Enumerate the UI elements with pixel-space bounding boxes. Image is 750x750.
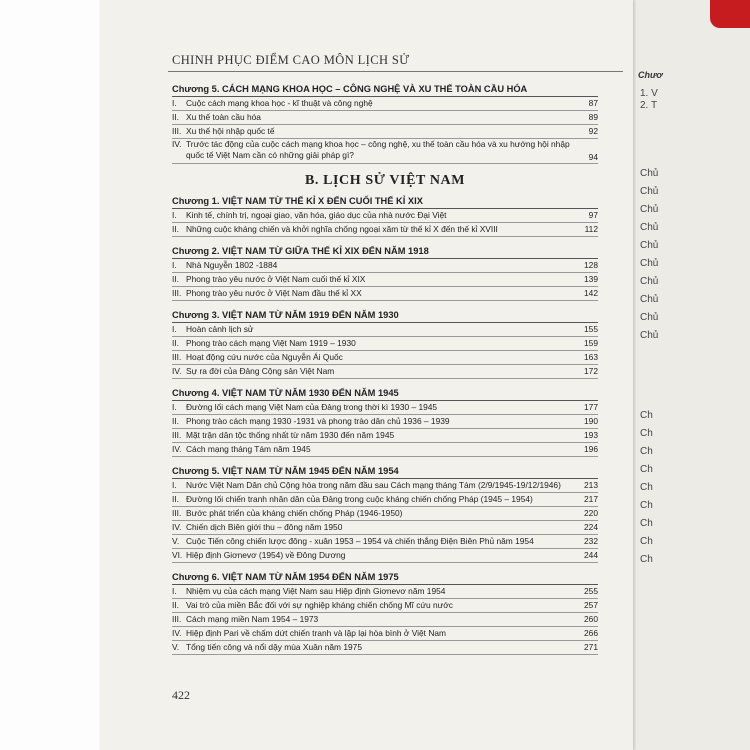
entry-title: Phong trào yêu nước ở Việt Nam đầu thế kỉ XX [186,288,362,298]
entry-title: Xu thế toàn cầu hóa [186,112,261,122]
adjacent-page-line: Chủ [640,276,659,287]
entry-page-number: 163 [584,352,598,362]
adjacent-page [626,0,750,750]
toc-entry [172,125,598,139]
entry-title: Cách mạng tháng Tám năm 1945 [186,444,311,454]
entry-title: Xu thế hội nhập quốc tế [186,126,275,136]
chapter-title: Chương 6. VIỆT NAM TỪ NĂM 1954 ĐẾN NĂM 1975 [172,570,598,585]
table-of-contents [172,82,598,655]
chapter-title: Chương 4. VIỆT NAM TỪ NĂM 1930 ĐẾN NĂM 1945 [172,386,598,401]
entry-number: IV. [172,366,182,376]
adjacent-page-line: Chủ [640,186,659,197]
entry-page-number: 112 [584,224,598,234]
entry-title: Những cuộc kháng chiến và khởi nghĩa chống ngoại xâm từ thế kỉ X đến thế kỉ XVIII [186,224,498,234]
adjacent-page-line: Chủ [640,294,659,305]
entry-title: Tổng tiến công và nổi dậy mùa Xuân năm 1975 [186,642,362,652]
entry-number: I. [172,402,177,412]
entry-title: Đường lối cách mạng Việt Nam của Đảng trong thời kì 1930 – 1945 [186,402,438,412]
toc-entry [172,613,598,627]
chapter-title: Chương 5. CÁCH MẠNG KHOA HỌC – CÔNG NGHỆ VÀ XU THẾ TOÀN CẦU HÓA [172,82,598,97]
entry-number: I. [172,98,177,108]
toc-entry [172,493,598,507]
entry-page-number: 260 [584,614,598,624]
entry-title: Cách mạng miền Nam 1954 – 1973 [186,614,319,624]
entry-page-number: 128 [584,260,598,270]
entry-title: Phong trào cách mạng Việt Nam 1919 – 1930 [186,338,356,348]
entry-page-number: 196 [584,444,598,454]
entry-title: Trước tác động của cuộc cách mạng khoa học – công nghệ, xu thế toàn cầu hóa và xu hướng hội nhập quốc tế Việt Nam cần có những giải pháp gì? [186,139,570,160]
section-title: B. LỊCH SỬ VIỆT NAM [304,173,466,188]
entry-number: III. [172,126,182,136]
toc-entry [172,273,598,287]
toc-entry [172,479,598,493]
toc-entry [172,139,598,164]
chapter-title: Chương 3. VIỆT NAM TỪ NĂM 1919 ĐẾN NĂM 1930 [172,308,598,323]
entry-title: Mặt trận dân tộc thống nhất từ năm 1930 đến năm 1945 [186,430,395,440]
toc-entry [172,507,598,521]
entry-page-number: 220 [584,508,598,518]
entry-number: II. [172,112,179,122]
toc-entry [172,223,598,237]
entry-page-number: 142 [584,288,598,298]
entry-page-number: 92 [588,126,598,136]
adjacent-page-line: 2. T [640,100,658,111]
toc-entry [172,549,598,563]
entry-number: I. [172,586,177,596]
entry-number: III. [172,430,182,440]
entry-title: Cuộc cách mạng khoa học - kĩ thuật và công nghệ [186,98,373,108]
entry-number: III. [172,614,182,624]
chapter-title: Chương 2. VIỆT NAM TỪ GIỮA THẾ KỈ XIX ĐẾN NĂM 1918 [172,244,598,259]
entry-page-number: 177 [584,402,598,412]
adjacent-page-line: Ch [640,536,653,547]
adjacent-page-line: 1. V [640,88,658,99]
chapter-items [172,97,598,164]
entry-number: II. [172,224,179,234]
entry-page-number: 97 [588,210,598,220]
adjacent-page-line: Ch [640,518,653,529]
toc-entry [172,209,598,223]
adjacent-page-line: Ch [640,410,653,421]
entry-number: IV. [172,139,182,149]
entry-title: Đường lối chiến tranh nhân dân của Đảng trong cuộc kháng chiến chống Pháp (1945 – 1954) [186,494,533,504]
adjacent-page-line: Chủ [640,258,659,269]
entry-page-number: 139 [584,274,598,284]
toc-entry [172,599,598,613]
entry-number: IV. [172,444,182,454]
toc-entry [172,351,598,365]
adjacent-page-heading: Chươ [638,70,663,80]
entry-title: Sự ra đời của Đảng Cộng sản Việt Nam [186,366,335,376]
entry-number: II. [172,600,179,610]
toc-entry [172,415,598,429]
entry-page-number: 172 [584,366,598,376]
entry-page-number: 271 [584,642,598,652]
chapter-list [172,194,598,655]
toc-entry [172,337,598,351]
entry-page-number: 232 [584,536,598,546]
toc-entry [172,401,598,415]
entry-page-number: 190 [584,416,598,426]
adjacent-page-line: Chủ [640,222,659,233]
entry-title: Vai trò của miền Bắc đối với sự nghiệp kháng chiến chống Mĩ cứu nước [186,600,453,610]
entry-page-number: 193 [584,430,598,440]
entry-page-number: 89 [588,112,598,122]
entry-number: IV. [172,522,182,532]
adjacent-page-line: Ch [640,464,653,475]
entry-title: Kinh tế, chính trị, ngoại giao, văn hóa, giáo dục của nhà nước Đại Việt [186,210,447,220]
entry-title: Chiến dịch Biên giới thu – đông năm 1950 [186,522,343,532]
adjacent-page-line: Ch [640,482,653,493]
entry-page-number: 217 [584,494,598,504]
entry-number: I. [172,480,177,490]
toc-entry [172,627,598,641]
adjacent-page-line: Ch [640,446,653,457]
adjacent-page-line: Ch [640,554,653,565]
toc-entry [172,521,598,535]
red-corner-mark [710,0,750,28]
entry-title: Hoạt động cứu nước của Nguyễn Ái Quốc [186,352,343,362]
entry-number: II. [172,338,179,348]
toc-entry [172,365,598,379]
chapter-title: Chương 5. VIỆT NAM TỪ NĂM 1945 ĐẾN NĂM 1954 [172,464,598,479]
entry-page-number: 224 [584,522,598,532]
adjacent-page-line: Chủ [640,330,659,341]
entry-page-number: 87 [588,98,598,108]
entry-page-number: 159 [584,338,598,348]
entry-title: Nhà Nguyễn 1802 -1884 [186,260,278,270]
header-rule [168,71,623,72]
entry-title: Hiệp định Pari về chấm dứt chiến tranh và lập lại hòa bình ở Việt Nam [186,628,447,638]
entry-number: I. [172,324,177,334]
entry-page-number: 213 [584,480,598,490]
adjacent-page-line: Chủ [640,240,659,251]
entry-page-number: 94 [588,152,598,162]
entry-number: V. [172,536,180,546]
entry-title: Nước Việt Nam Dân chủ Cộng hòa trong năm đầu sau Cách mạng tháng Tám (2/9/1945-19/12/1946) [186,480,561,490]
entry-number: I. [172,210,177,220]
entry-number: III. [172,288,182,298]
adjacent-page-line: Ch [640,428,653,439]
entry-number: I. [172,260,177,270]
toc-entry [172,443,598,457]
toc-entry [172,323,598,337]
adjacent-page-line: Chủ [640,312,659,323]
toc-entry [172,429,598,443]
entry-title: Phong trào cách mạng 1930 -1931 và phong trào dân chủ 1936 – 1939 [186,416,450,426]
entry-number: II. [172,494,179,504]
adjacent-page-line: Ch [640,500,653,511]
page-number: 422 [172,688,190,702]
entry-title: Hoàn cảnh lịch sử [186,324,254,334]
entry-title: Nhiệm vụ của cách mạng Việt Nam sau Hiệp định Giơnevơ năm 1954 [186,586,446,596]
entry-number: III. [172,352,182,362]
entry-number: II. [172,416,179,426]
chapter-title: Chương 1. VIỆT NAM TỪ THẾ KỈ X ĐẾN CUỐI THẾ KỈ XIX [172,194,598,209]
entry-page-number: 155 [584,324,598,334]
toc-entry [172,111,598,125]
toc-entry [172,97,598,111]
entry-number: II. [172,274,179,284]
toc-entry [172,259,598,273]
entry-title: Bước phát triển của kháng chiến chống Pháp (1946-1950) [186,508,403,518]
entry-number: IV. [172,628,182,638]
adjacent-page-line: Chủ [640,168,659,179]
toc-entry [172,585,598,599]
background-left [0,0,100,750]
entry-number: III. [172,508,182,518]
running-header: CHINH PHỤC ĐIỂM CAO MÔN LỊCH SỬ [172,53,410,67]
adjacent-page-line: Chủ [640,204,659,215]
entry-title: Phong trào yêu nước ở Việt Nam cuối thế kỉ XIX [186,274,366,284]
entry-page-number: 255 [584,586,598,596]
entry-page-number: 244 [584,550,598,560]
toc-entry [172,535,598,549]
toc-entry [172,641,598,655]
entry-number: VI. [172,550,183,560]
entry-page-number: 257 [584,600,598,610]
entry-title: Cuộc Tiến công chiến lược đông - xuân 1953 – 1954 và chiến thắng Điện Biên Phủ năm 1954 [186,536,534,546]
toc-entry [172,287,598,301]
entry-page-number: 266 [584,628,598,638]
entry-number: V. [172,642,180,652]
entry-title: Hiệp định Giơnevơ (1954) về Đông Dương [186,550,346,560]
